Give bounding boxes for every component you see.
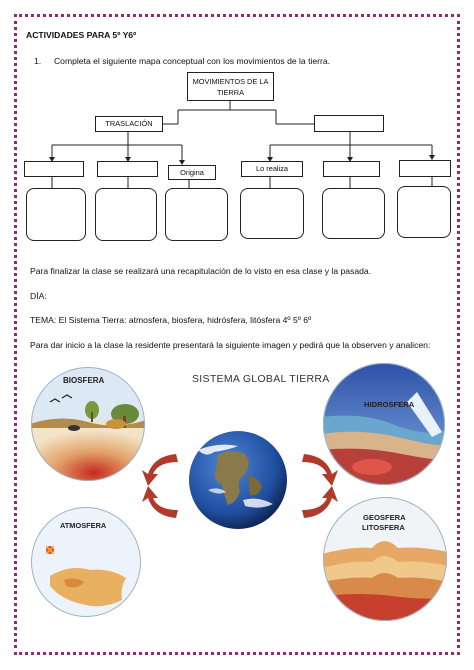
hidrosfera-circle	[322, 362, 446, 486]
paragraph-inicio: Para dar inicio a la clase la residente presentará la siguiente imagen y pedirá que la observen y analicen:	[30, 340, 431, 350]
label-biosfera: BIOSFERA	[63, 376, 105, 385]
concept-root: MOVIMIENTOS DE LA TIERRA	[187, 72, 274, 101]
earth-globe	[188, 430, 288, 530]
concept-right-child-3	[399, 160, 451, 177]
arrows-right	[294, 448, 340, 524]
answer-box-6[interactable]	[397, 186, 451, 238]
answer-box-1[interactable]	[26, 188, 86, 241]
label-hidrosfera: HIDROSFERA	[364, 400, 415, 409]
answer-box-3[interactable]	[165, 188, 228, 241]
paragraph-tema: TEMA: El Sistema Tierra: atmosfera, biosfera, hidrósfera, litósfera 4º 5º 6º	[30, 315, 312, 325]
label-atmosfera: ATMOSFERA	[60, 521, 107, 530]
arrows-left	[140, 448, 186, 524]
image-title: SISTEMA GLOBAL TIERRA	[192, 373, 330, 385]
concept-right-child-1: Lo realiza	[241, 161, 303, 177]
concept-left-child-2	[97, 161, 158, 177]
concept-left-child-1	[24, 161, 84, 177]
instruction-text: Completa el siguiente mapa conceptual con los movimientos de la tierra.	[53, 56, 331, 66]
concept-right-branch	[314, 115, 384, 132]
concept-left-child-3: Origina	[168, 165, 216, 180]
concept-right-child-2	[323, 161, 380, 177]
concept-left-branch: TRASLACIÓN	[95, 116, 163, 132]
answer-box-5[interactable]	[322, 188, 385, 239]
answer-box-2[interactable]	[95, 188, 157, 241]
paragraph-dia: DÍA:	[30, 291, 47, 301]
label-geosfera: GEOSFERA	[363, 513, 406, 522]
answer-box-4[interactable]	[240, 188, 304, 239]
sistema-global-image	[26, 356, 452, 642]
instruction-number: 1.	[34, 56, 42, 66]
page-title: ACTIVIDADES PARA 5º Y6º	[26, 30, 137, 40]
label-litosfera: LITOSFERA	[362, 523, 405, 532]
paragraph-recap: Para finalizar la clase se realizará una recapitulación de lo visto en esa clase y la pasada.	[30, 266, 372, 276]
